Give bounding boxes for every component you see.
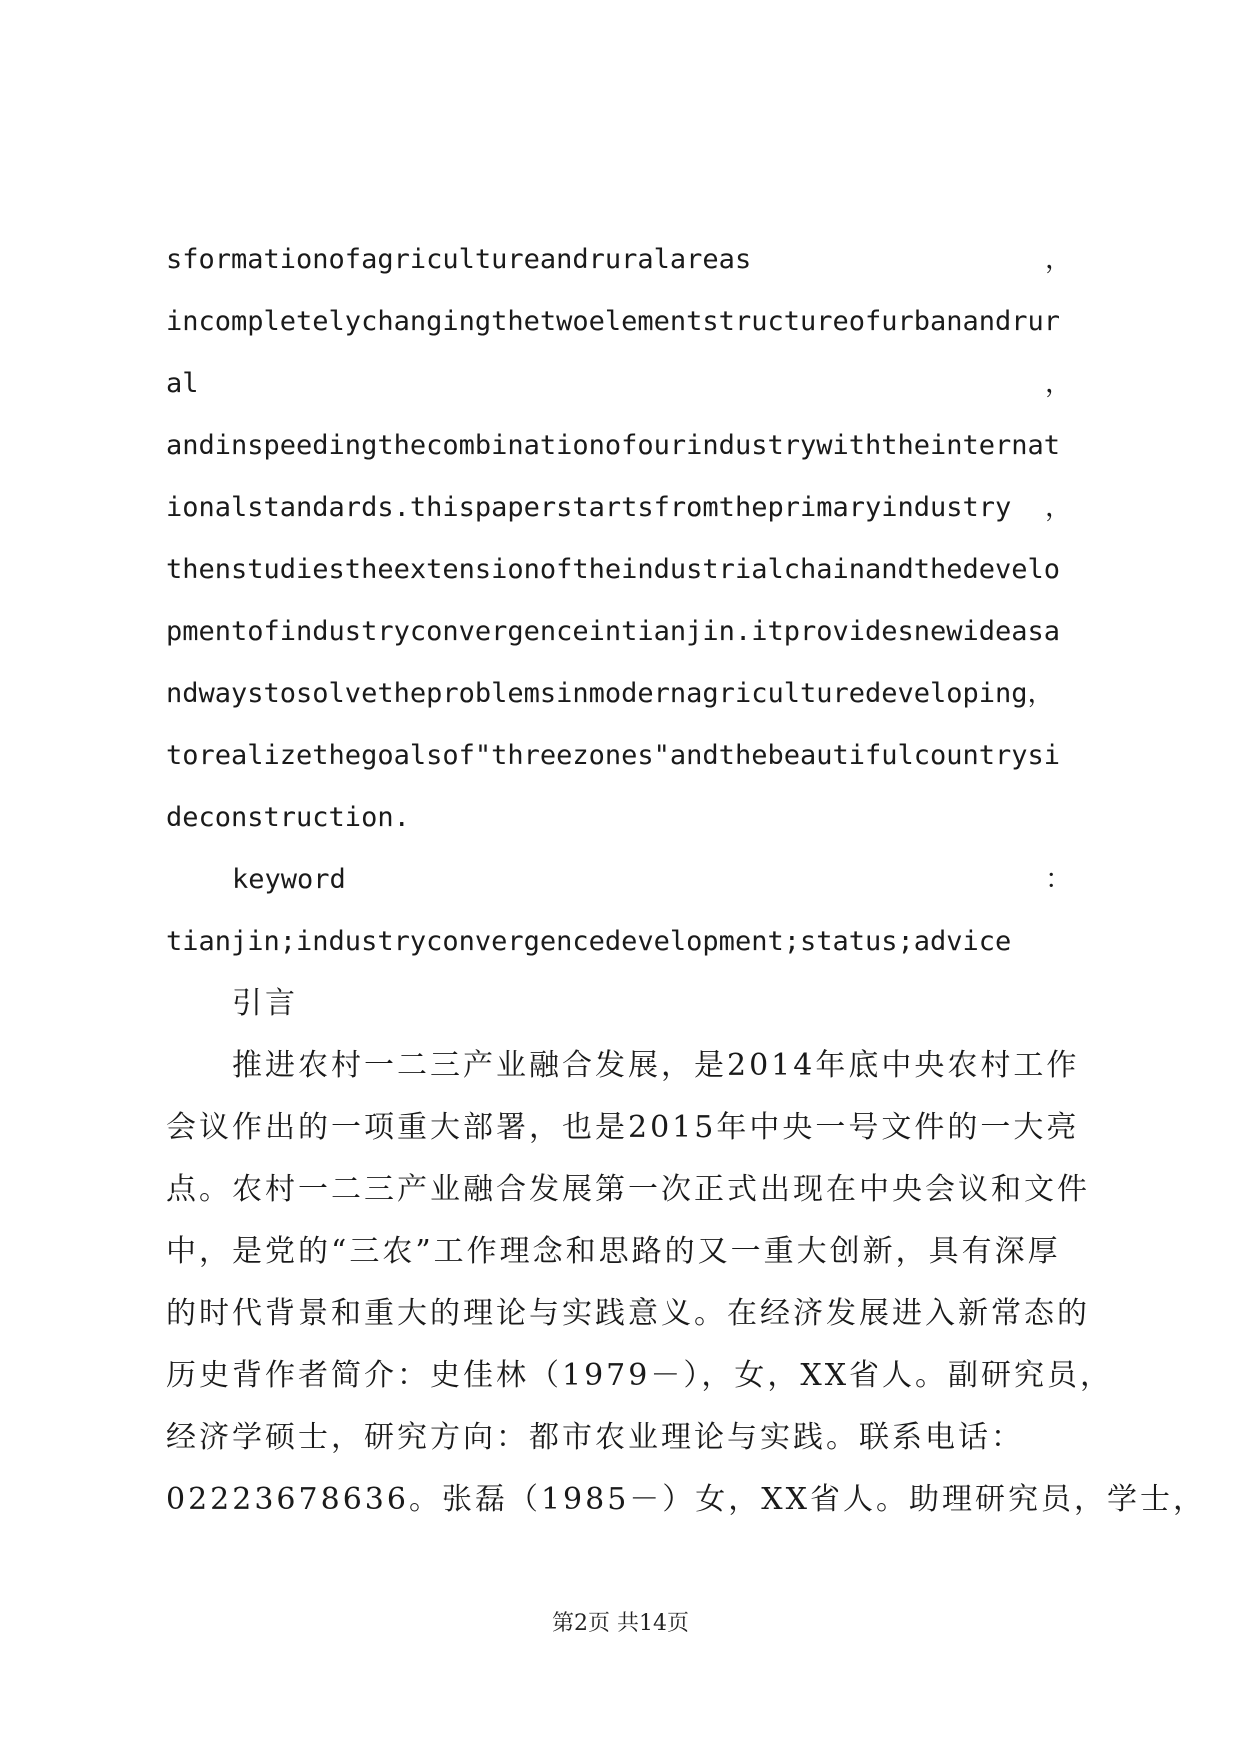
abstract-line: sformationofagricultureandruralareas ，	[166, 244, 1072, 275]
abstract-line: ionalstandards.thispaperstartsfromtheprimaryindustry ，	[166, 492, 1072, 523]
section-heading: 引言	[232, 986, 298, 1021]
abstract-line: torealizethegoalsof"threezones"andthebeautifulcountrysi	[166, 740, 1061, 771]
abstract-line: thenstudiestheextensionoftheindustrialchainandthedevelo	[166, 554, 1061, 585]
keyword-line	[232, 860, 1072, 900]
page-footer: 第2页 共14页	[552, 1611, 689, 1636]
keyword-label: keyword	[232, 864, 346, 895]
abstract-line: andinspeedingthecombinationofourindustrywiththeinternat	[166, 430, 1061, 461]
keyword-colon: ：	[1045, 864, 1072, 895]
abstract-line: al ，	[166, 368, 1072, 399]
abstract-line: deconstruction.	[166, 802, 410, 833]
body-line: 02223678636。张磊（1985－）女，XX省人。助理研究员，学士，	[166, 1482, 1207, 1517]
body-line: 经济学硕士，研究方向：都市农业理论与实践。联系电话：	[166, 1420, 1024, 1455]
body-line: 推进农村一二三产业融合发展，是2014年底中央农村工作	[232, 1048, 1080, 1083]
abstract-line: pmentofindustryconvergenceintianjin.itprovidesnewideasa	[166, 616, 1061, 647]
body-line: 点。农村一二三产业融合发展第一次正式出现在中央会议和文件	[166, 1172, 1090, 1207]
body-line: 的时代背景和重大的理论与实践意义。在经济发展进入新常态的	[166, 1296, 1090, 1331]
body-line: 会议作出的一项重大部署，也是2015年中央一号文件的一大亮	[166, 1110, 1080, 1145]
keyword-values: tianjin;industryconvergencedevelopment;status;advice	[166, 926, 1012, 957]
body-line: 历史背作者简介：史佳林（1979－），女，XX省人。副研究员，	[166, 1358, 1114, 1393]
abstract-line: incompletelychangingthetwoelementstructureofurbanandrur	[166, 306, 1061, 337]
abstract-line: ndwaystosolvetheproblemsinmodernagriculturedeveloping，	[166, 678, 1055, 709]
body-line: 中，是党的“三农”工作理念和思路的又一重大创新，具有深厚	[166, 1234, 1061, 1269]
